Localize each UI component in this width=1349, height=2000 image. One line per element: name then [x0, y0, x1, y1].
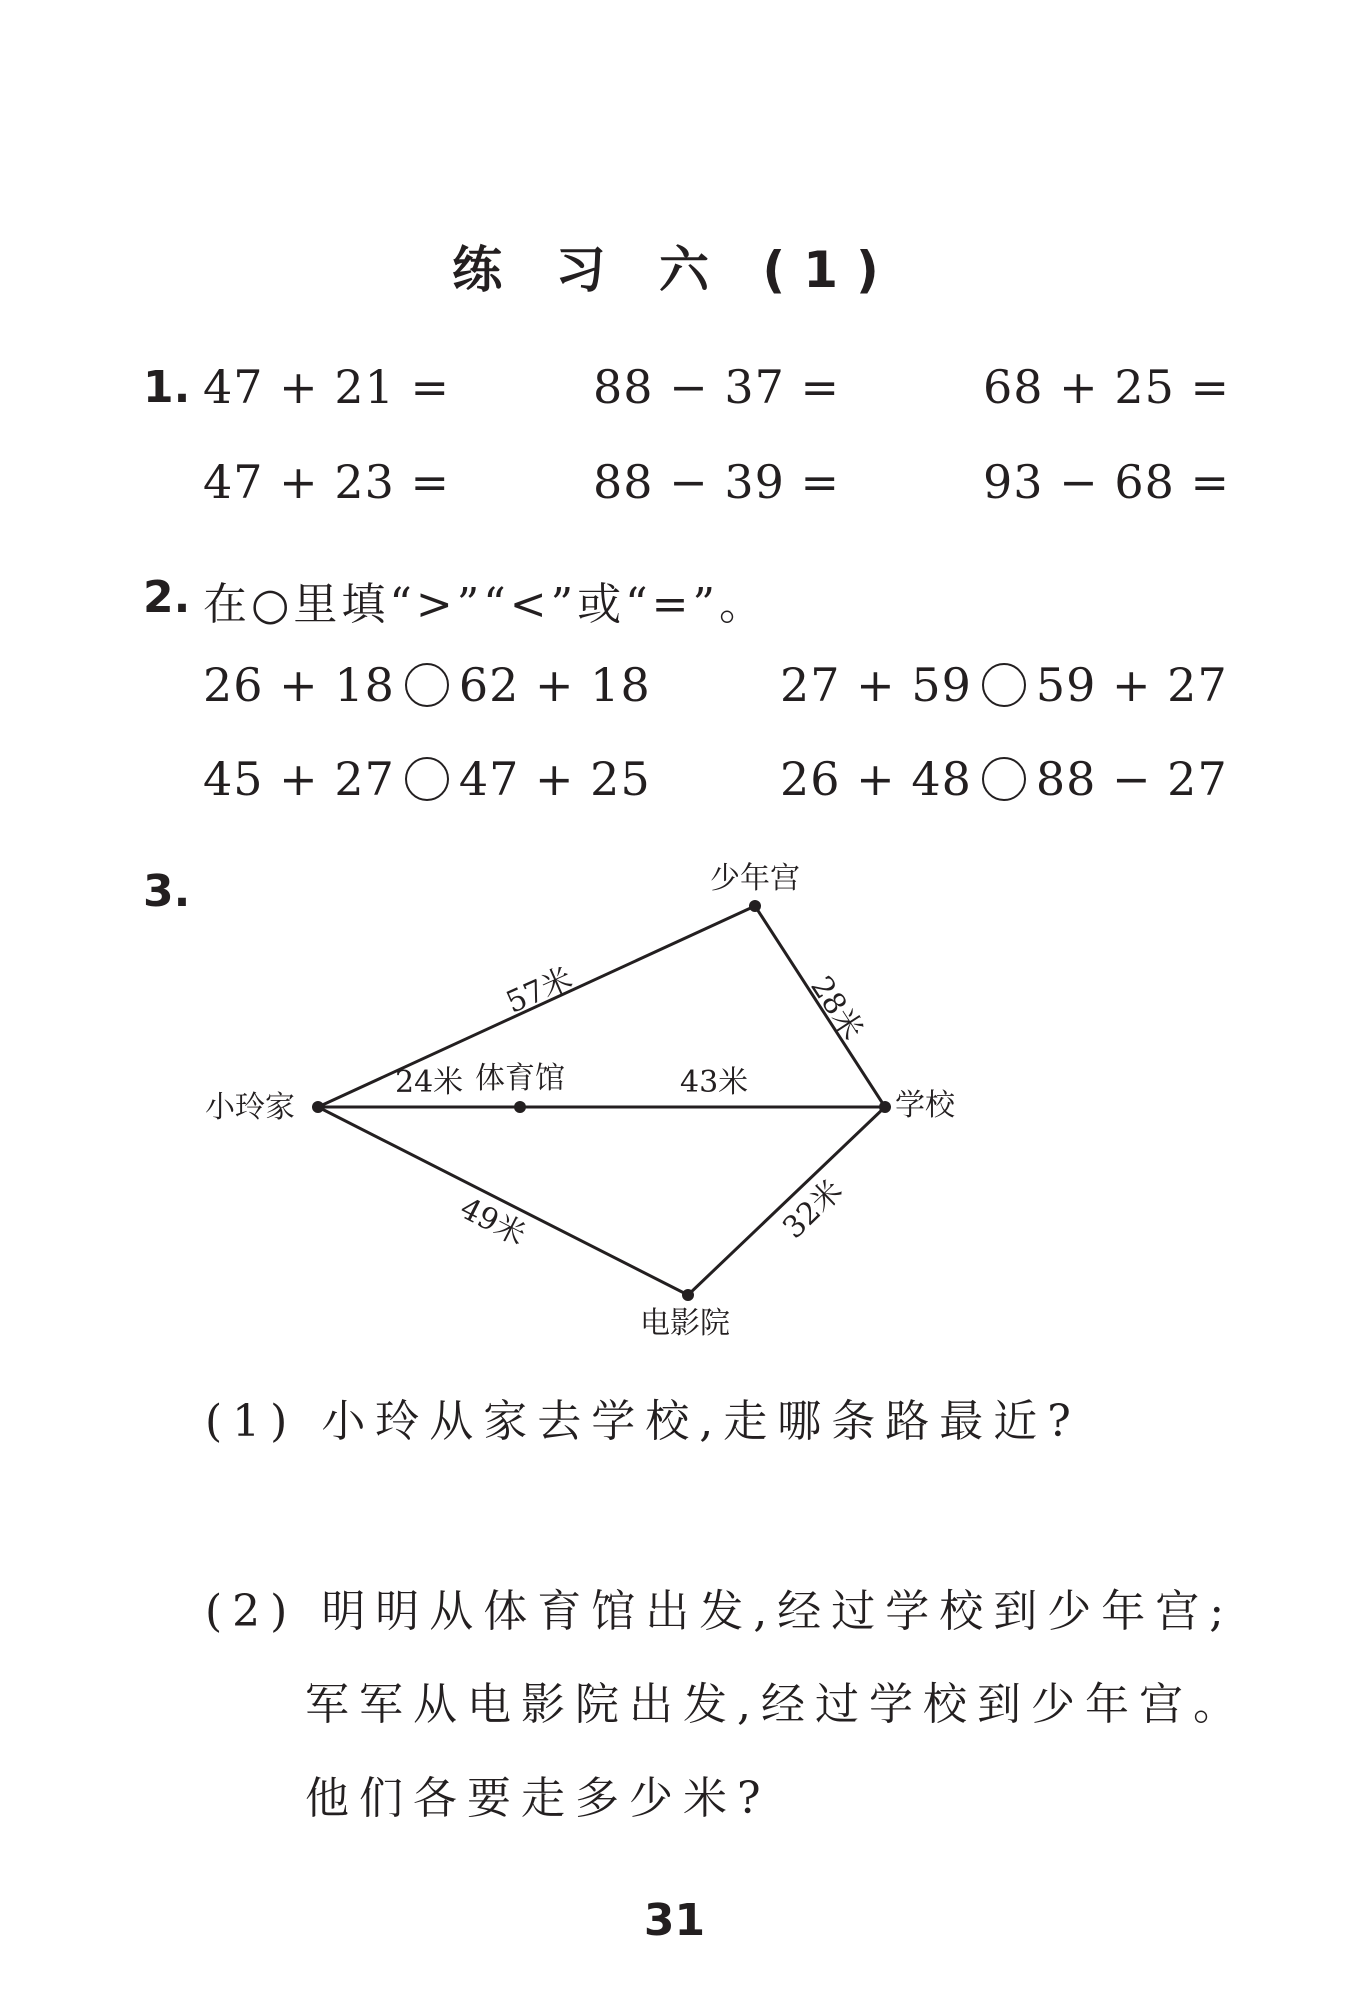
distance-cinema-school: 32米	[776, 1173, 850, 1246]
comparison-right: 59 + 27	[1035, 658, 1228, 712]
label-gym: 体育馆	[475, 1061, 565, 1096]
comparison-left: 27 + 59	[780, 658, 972, 712]
label-palace: 少年宫	[710, 861, 800, 896]
point-gym	[514, 1101, 526, 1113]
comparison-right: 88 − 27	[1035, 752, 1228, 806]
page-number: 31	[643, 1895, 706, 1946]
distance-home-gym: 24米	[395, 1065, 464, 1100]
q1-expression: 47 + 23 =	[203, 455, 451, 509]
q1-expression: 88 − 37 =	[593, 360, 841, 414]
point-school	[879, 1101, 891, 1113]
question-2-number: 2.	[143, 572, 191, 623]
comparison-right: 62 + 18	[458, 658, 651, 712]
page-title: 练 习 六 (1)	[452, 241, 897, 299]
question-3-part-1: (1) 小玲从家去学校,走哪条路最近?	[205, 1396, 1081, 1447]
distance-gym-school: 43米	[680, 1065, 749, 1100]
question-2-prompt: 在○里填“>”“<”或“=”。	[203, 579, 767, 630]
distance-home-palace: 57米	[501, 960, 578, 1021]
q1-expression: 88 − 39 =	[593, 455, 841, 509]
question-3-part-2-line-3: 他们各要走多少米?	[305, 1773, 771, 1824]
point-home	[312, 1101, 324, 1113]
label-school: 学校	[895, 1088, 955, 1123]
road-cinema-school	[688, 1107, 885, 1295]
point-palace	[749, 900, 761, 912]
q1-expression: 47 + 21 =	[203, 360, 451, 414]
comparison-left: 45 + 27	[203, 752, 395, 806]
label-home: 小玲家	[205, 1090, 295, 1125]
road-home-cinema	[318, 1107, 688, 1295]
point-cinema	[682, 1289, 694, 1301]
comparison-left: 26 + 48	[780, 752, 972, 806]
label-cinema: 电影院	[640, 1306, 730, 1340]
comparison-left: 26 + 18	[203, 658, 395, 712]
q1-expression: 93 − 68 =	[983, 455, 1231, 509]
comparison-right: 47 + 25	[458, 752, 651, 806]
question-3-part-2-line-2: 军军从电影院出发,经过学校到少年宫。	[305, 1679, 1247, 1730]
distance-palace-school: 28米	[803, 970, 870, 1047]
q1-expression: 68 + 25 =	[983, 360, 1231, 414]
question-1-number: 1.	[143, 362, 191, 413]
question-3-part-2-line-1: (2) 明明从体育馆出发,经过学校到少年宫;	[205, 1586, 1235, 1637]
question-3-number: 3.	[143, 866, 191, 917]
distance-home-cinema: 49米	[454, 1190, 532, 1254]
